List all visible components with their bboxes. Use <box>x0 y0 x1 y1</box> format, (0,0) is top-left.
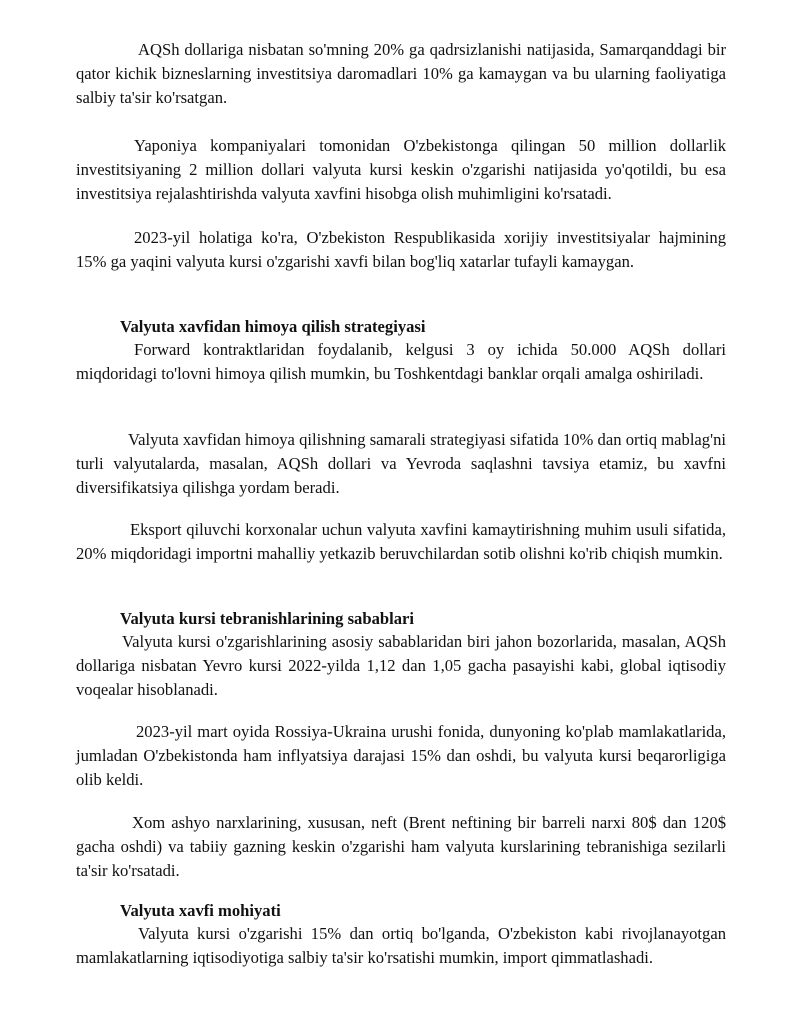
paragraph-diversification: Valyuta xavfidan himoya qilishning samarali strategiyasi sifatida 10% dan ortiq mablag'ni turli valyutalarda, masalan, AQSh dollari va Yevroda saqlashni tavsiya etamiz, bu xavfni diversifikatsiya qilishga yordam beradi. <box>76 430 726 497</box>
paragraph-commodity-prices: Xom ashyo narxlarining, xususan, neft (Brent neftining bir barreli narxi 80$ dan 120$ gacha oshdi) va tabiiy gazning keskin o'zgarishi ham valyuta kurslarining tebranishiga sezilarli ta'sir ko'rsatadi. <box>76 813 726 880</box>
paragraph-japan-investment: Yaponiya kompaniyalari tomonidan O'zbekistonga qilingan 50 million dollarlik investitsiyaning 2 million dollari valyuta kursi keskin o'zgarishi natijasida yo'qotildi, bu esa investitsiya rejalashtirishda valyuta xavfini hisobga olish muhimligini ko'rsatadi. <box>76 136 726 203</box>
section-heading-hedging: Valyuta xavfidan himoya qilish strategiyasi <box>120 317 426 336</box>
paragraph-forward-contracts: Forward kontraktlaridan foydalanib, kelgusi 3 oy ichida 50.000 AQSh dollari miqdoridagi to'lovni himoya qilish mumkin, bu Toshkentdagi banklar orqali amalga oshiriladi. <box>76 340 726 383</box>
paragraph-inflation-2023: 2023-yil mart oyida Rossiya-Ukraina urushi fonida, dunyoning ko'plab mamlakatlarida, jumladan O'zbekistonda ham inflyatsiya darajasi 15% dan oshdi, bu valyuta kursi beqarorligiga olib keldi. <box>76 722 726 789</box>
paragraph-foreign-investment-2023: 2023-yil holatiga ko'ra, O'zbekiston Respublikasida xorijiy investitsiyalar hajmining 15% ga yaqini valyuta kursi o'zgarishi xavfi bilan bog'liq xatarlar tufayli kamaygan. <box>76 228 726 271</box>
section-heading-causes: Valyuta kursi tebranishlarining sabablari <box>120 609 414 628</box>
paragraph-global-events: Valyuta kursi o'zgarishlarining asosiy sabablaridan biri jahon bozorlarida, masalan, AQSh dollariga nisbatan Yevro kursi 2022-yilda 1,12 dan 1,05 gacha pasayishi kabi, global iqtisodiy voqealar hisoblanadi. <box>76 632 726 699</box>
paragraph-currency-risk-essence: Valyuta kursi o'zgarishi 15% dan ortiq bo'lganda, O'zbekiston kabi rivojlanayotgan mamlakatlarning iqtisodiyotiga salbiy ta'sir ko'rsatishi mumkin, import qimmatlashadi. <box>76 924 726 967</box>
section-heading-essence: Valyuta xavfi mohiyati <box>120 901 281 920</box>
paragraph-export-import-substitution: Eksport qiluvchi korxonalar uchun valyuta xavfini kamaytirishning muhim usuli sifatida, 20% miqdoridagi importni mahalliy yetkazib beruvchilardan sotib olishni ko'rib chiqish mumkin. <box>76 520 726 563</box>
paragraph-som-devaluation: AQSh dollariga nisbatan so'mning 20% ga qadrsizlanishi natijasida, Samarqanddagi bir qator kichik bizneslarning investitsiya daromadlari 10% ga kamaygan va bu ularning faoliyatiga salbiy ta'sir ko'rsatgan. <box>76 40 726 107</box>
document-page <box>76 0 726 1035</box>
